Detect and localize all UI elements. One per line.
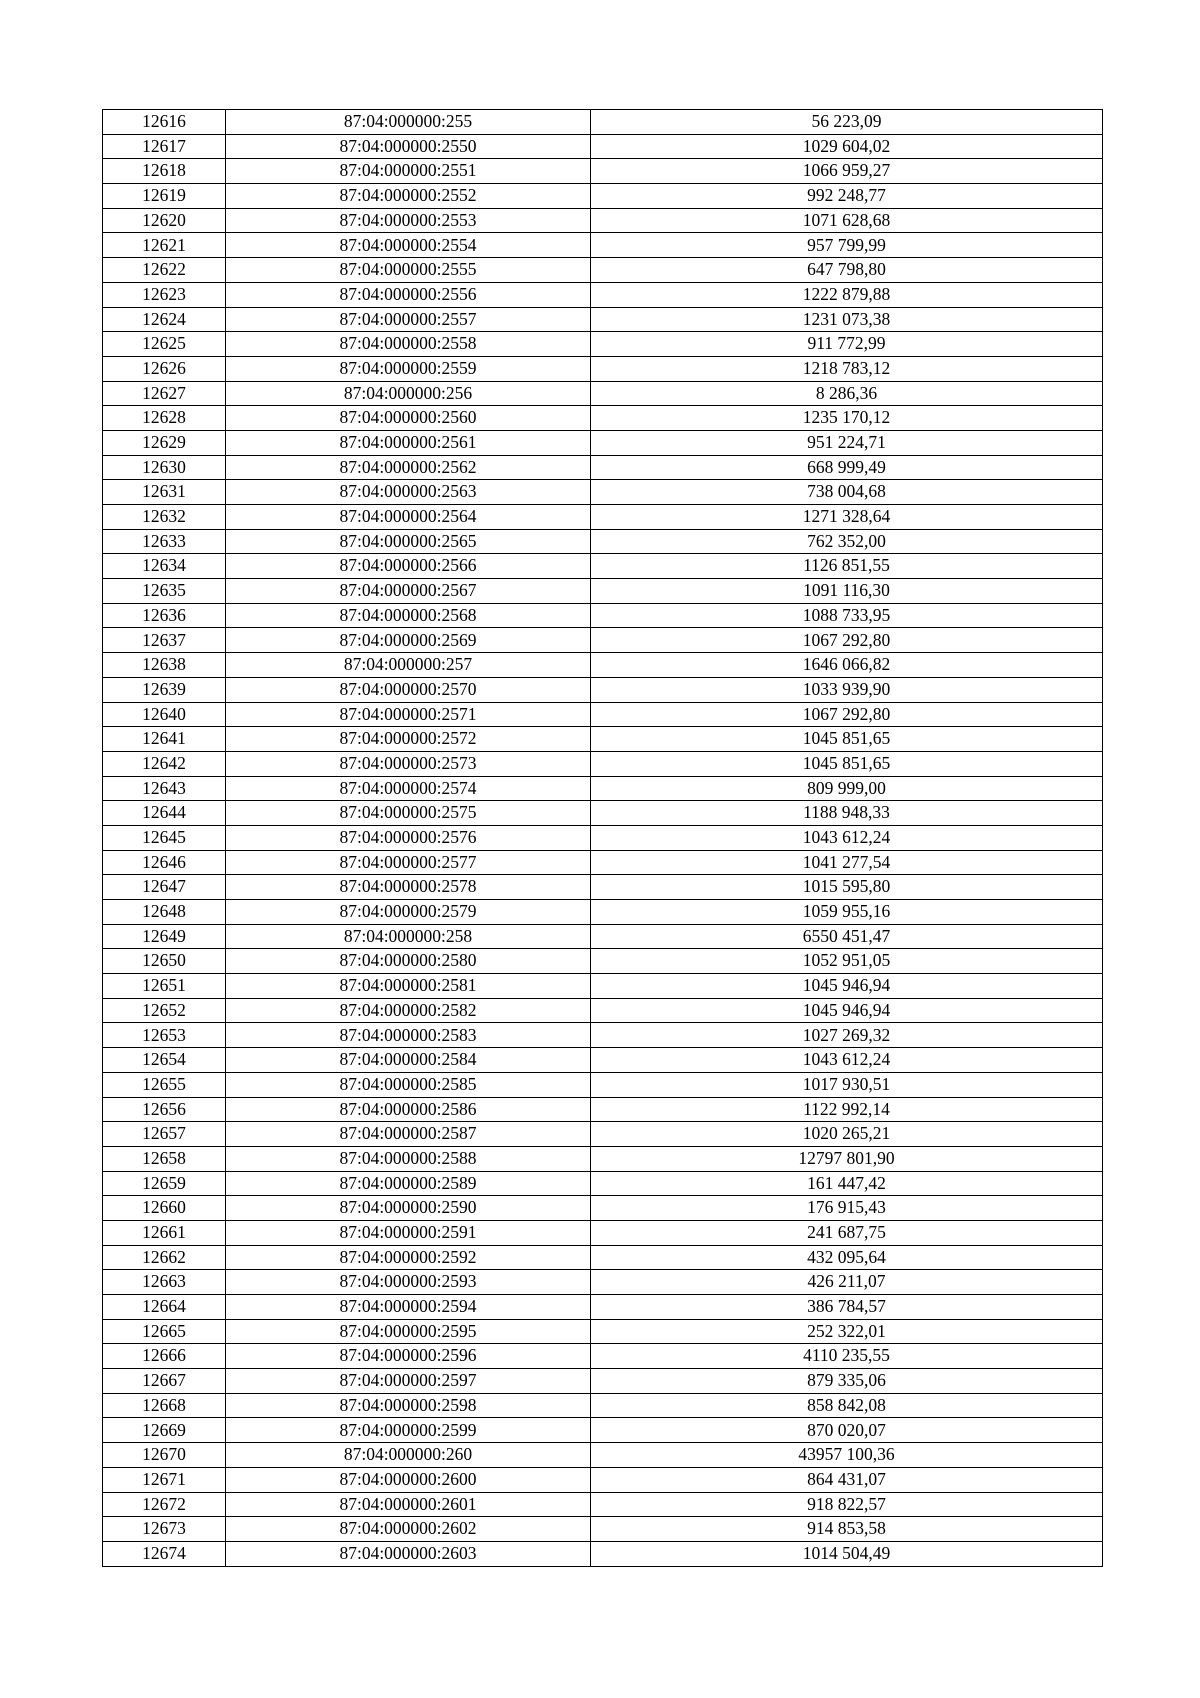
table-row <box>103 1344 1103 1369</box>
cadastral-number-cell: 87:04:000000:2598 <box>226 1393 591 1418</box>
cadastral-value-cell: 1067 292,80 <box>591 702 1103 727</box>
row-number-cell: 12664 <box>103 1295 226 1320</box>
cadastral-number-cell: 87:04:000000:2577 <box>226 850 591 875</box>
cadastral-number-cell: 87:04:000000:2554 <box>226 233 591 258</box>
cadastral-value-cell: 1014 504,49 <box>591 1541 1103 1566</box>
row-number-cell: 12643 <box>103 776 226 801</box>
cadastral-value-cell: 6550 451,47 <box>591 924 1103 949</box>
cadastral-value-cell: 1091 116,30 <box>591 579 1103 604</box>
row-number-cell: 12659 <box>103 1171 226 1196</box>
table-row <box>103 1443 1103 1468</box>
cadastral-value-cell: 879 335,06 <box>591 1369 1103 1394</box>
table-row <box>103 751 1103 776</box>
row-number-cell: 12627 <box>103 381 226 406</box>
row-number-cell: 12674 <box>103 1541 226 1566</box>
cadastral-number-cell: 87:04:000000:2585 <box>226 1072 591 1097</box>
row-number-cell: 12663 <box>103 1270 226 1295</box>
cadastral-value-cell: 762 352,00 <box>591 529 1103 554</box>
table-row <box>103 1467 1103 1492</box>
table-row <box>103 998 1103 1023</box>
row-number-cell: 12656 <box>103 1097 226 1122</box>
row-number-cell: 12617 <box>103 134 226 159</box>
cadastral-value-cell: 957 799,99 <box>591 233 1103 258</box>
cadastral-number-cell: 87:04:000000:2572 <box>226 727 591 752</box>
row-number-cell: 12626 <box>103 356 226 381</box>
table-row <box>103 653 1103 678</box>
row-number-cell: 12666 <box>103 1344 226 1369</box>
cadastral-value-cell: 1122 992,14 <box>591 1097 1103 1122</box>
cadastral-number-cell: 87:04:000000:2582 <box>226 998 591 1023</box>
cadastral-number-cell: 87:04:000000:2603 <box>226 1541 591 1566</box>
cadastral-value-cell: 432 095,64 <box>591 1245 1103 1270</box>
table-row <box>103 1541 1103 1566</box>
cadastral-number-cell: 87:04:000000:258 <box>226 924 591 949</box>
table-row <box>103 1023 1103 1048</box>
table-row <box>103 924 1103 949</box>
cadastral-number-cell: 87:04:000000:2586 <box>226 1097 591 1122</box>
cadastral-value-cell: 738 004,68 <box>591 480 1103 505</box>
table-row <box>103 1220 1103 1245</box>
cadastral-value-cell: 12797 801,90 <box>591 1146 1103 1171</box>
row-number-cell: 12652 <box>103 998 226 1023</box>
cadastral-number-cell: 87:04:000000:2581 <box>226 974 591 999</box>
cadastral-number-cell: 87:04:000000:2590 <box>226 1196 591 1221</box>
cadastral-number-cell: 87:04:000000:2573 <box>226 751 591 776</box>
table-row <box>103 1393 1103 1418</box>
table-row <box>103 579 1103 604</box>
cadastral-value-cell: 43957 100,36 <box>591 1443 1103 1468</box>
row-number-cell: 12660 <box>103 1196 226 1221</box>
cadastral-value-cell: 426 211,07 <box>591 1270 1103 1295</box>
table-row <box>103 1295 1103 1320</box>
cadastral-number-cell: 87:04:000000:2566 <box>226 554 591 579</box>
cadastral-value-cell: 1071 628,68 <box>591 208 1103 233</box>
cadastral-value-cell: 1015 595,80 <box>591 875 1103 900</box>
table-row <box>103 628 1103 653</box>
cadastral-value-cell: 1231 073,38 <box>591 307 1103 332</box>
cadastral-value-cell: 647 798,80 <box>591 258 1103 283</box>
cadastral-value-cell: 1045 851,65 <box>591 727 1103 752</box>
cadastral-value-cell: 56 223,09 <box>591 110 1103 135</box>
table-row <box>103 455 1103 480</box>
cadastral-value-cell: 1029 604,02 <box>591 134 1103 159</box>
table-row <box>103 1171 1103 1196</box>
cadastral-number-cell: 87:04:000000:2583 <box>226 1023 591 1048</box>
row-number-cell: 12651 <box>103 974 226 999</box>
table-row <box>103 677 1103 702</box>
cadastral-number-cell: 87:04:000000:2557 <box>226 307 591 332</box>
table-row <box>103 134 1103 159</box>
cadastral-number-cell: 87:04:000000:2558 <box>226 332 591 357</box>
table-row <box>103 258 1103 283</box>
cadastral-number-cell: 87:04:000000:2564 <box>226 505 591 530</box>
cadastral-number-cell: 87:04:000000:2568 <box>226 603 591 628</box>
row-number-cell: 12653 <box>103 1023 226 1048</box>
row-number-cell: 12665 <box>103 1319 226 1344</box>
table-row <box>103 1517 1103 1542</box>
row-number-cell: 12658 <box>103 1146 226 1171</box>
row-number-cell: 12635 <box>103 579 226 604</box>
table-row <box>103 603 1103 628</box>
cadastral-number-cell: 87:04:000000:2602 <box>226 1517 591 1542</box>
cadastral-number-cell: 87:04:000000:2601 <box>226 1492 591 1517</box>
table-row <box>103 974 1103 999</box>
table-row <box>103 505 1103 530</box>
row-number-cell: 12618 <box>103 159 226 184</box>
cadastral-value-cell: 911 772,99 <box>591 332 1103 357</box>
cadastral-number-cell: 87:04:000000:2579 <box>226 900 591 925</box>
table-row <box>103 307 1103 332</box>
row-number-cell: 12641 <box>103 727 226 752</box>
cadastral-value-cell: 1043 612,24 <box>591 825 1103 850</box>
row-number-cell: 12619 <box>103 184 226 209</box>
cadastral-value-cell: 1059 955,16 <box>591 900 1103 925</box>
cadastral-value-cell: 386 784,57 <box>591 1295 1103 1320</box>
table-row <box>103 529 1103 554</box>
table-row <box>103 875 1103 900</box>
table-row <box>103 727 1103 752</box>
row-number-cell: 12633 <box>103 529 226 554</box>
row-number-cell: 12662 <box>103 1245 226 1270</box>
cadastral-number-cell: 87:04:000000:2594 <box>226 1295 591 1320</box>
table-row <box>103 1097 1103 1122</box>
cadastral-number-cell: 87:04:000000:2550 <box>226 134 591 159</box>
cadastral-number-cell: 87:04:000000:2587 <box>226 1122 591 1147</box>
cadastral-value-cell: 1126 851,55 <box>591 554 1103 579</box>
row-number-cell: 12623 <box>103 282 226 307</box>
cadastral-value-cell: 1067 292,80 <box>591 628 1103 653</box>
row-number-cell: 12625 <box>103 332 226 357</box>
row-number-cell: 12668 <box>103 1393 226 1418</box>
row-number-cell: 12672 <box>103 1492 226 1517</box>
table-row <box>103 776 1103 801</box>
cadastral-number-cell: 87:04:000000:2596 <box>226 1344 591 1369</box>
row-number-cell: 12621 <box>103 233 226 258</box>
cadastral-number-cell: 87:04:000000:2591 <box>226 1220 591 1245</box>
table-body <box>103 110 1103 1567</box>
cadastral-number-cell: 87:04:000000:2559 <box>226 356 591 381</box>
cadastral-number-cell: 87:04:000000:257 <box>226 653 591 678</box>
cadastral-value-cell: 1218 783,12 <box>591 356 1103 381</box>
cadastral-number-cell: 87:04:000000:2592 <box>226 1245 591 1270</box>
cadastral-value-cell: 1235 170,12 <box>591 406 1103 431</box>
table-row <box>103 208 1103 233</box>
cadastral-value-cell: 1045 851,65 <box>591 751 1103 776</box>
table-row <box>103 356 1103 381</box>
table-row <box>103 159 1103 184</box>
cadastral-value-cell: 8 286,36 <box>591 381 1103 406</box>
table-row <box>103 184 1103 209</box>
table-row <box>103 332 1103 357</box>
cadastral-value-cell: 1188 948,33 <box>591 801 1103 826</box>
cadastral-value-cell: 1052 951,05 <box>591 949 1103 974</box>
row-number-cell: 12624 <box>103 307 226 332</box>
row-number-cell: 12657 <box>103 1122 226 1147</box>
cadastral-number-cell: 87:04:000000:2551 <box>226 159 591 184</box>
cadastral-value-cell: 870 020,07 <box>591 1418 1103 1443</box>
cadastral-number-cell: 87:04:000000:2574 <box>226 776 591 801</box>
cadastral-value-cell: 951 224,71 <box>591 430 1103 455</box>
cadastral-number-cell: 87:04:000000:2575 <box>226 801 591 826</box>
cadastral-value-cell: 1088 733,95 <box>591 603 1103 628</box>
cadastral-value-cell: 668 999,49 <box>591 455 1103 480</box>
cadastral-number-cell: 87:04:000000:2553 <box>226 208 591 233</box>
cadastral-number-cell: 87:04:000000:2580 <box>226 949 591 974</box>
cadastral-value-table <box>102 109 1103 1567</box>
row-number-cell: 12669 <box>103 1418 226 1443</box>
row-number-cell: 12632 <box>103 505 226 530</box>
cadastral-value-cell: 1020 265,21 <box>591 1122 1103 1147</box>
cadastral-value-cell: 858 842,08 <box>591 1393 1103 1418</box>
table-row <box>103 1270 1103 1295</box>
cadastral-value-cell: 1045 946,94 <box>591 998 1103 1023</box>
row-number-cell: 12638 <box>103 653 226 678</box>
table-row <box>103 1122 1103 1147</box>
cadastral-value-cell: 4110 235,55 <box>591 1344 1103 1369</box>
row-number-cell: 12634 <box>103 554 226 579</box>
row-number-cell: 12629 <box>103 430 226 455</box>
table-row <box>103 900 1103 925</box>
cadastral-number-cell: 87:04:000000:2552 <box>226 184 591 209</box>
row-number-cell: 12649 <box>103 924 226 949</box>
table-row <box>103 480 1103 505</box>
row-number-cell: 12616 <box>103 110 226 135</box>
cadastral-value-cell: 1271 328,64 <box>591 505 1103 530</box>
cadastral-number-cell: 87:04:000000:256 <box>226 381 591 406</box>
cadastral-value-cell: 1222 879,88 <box>591 282 1103 307</box>
cadastral-value-cell: 864 431,07 <box>591 1467 1103 1492</box>
table-row <box>103 850 1103 875</box>
table-row <box>103 381 1103 406</box>
cadastral-value-cell: 241 687,75 <box>591 1220 1103 1245</box>
cadastral-value-cell: 1027 269,32 <box>591 1023 1103 1048</box>
row-number-cell: 12640 <box>103 702 226 727</box>
row-number-cell: 12661 <box>103 1220 226 1245</box>
table-row <box>103 1319 1103 1344</box>
cadastral-number-cell: 87:04:000000:2563 <box>226 480 591 505</box>
table-row <box>103 1369 1103 1394</box>
cadastral-number-cell: 87:04:000000:2562 <box>226 455 591 480</box>
table-row <box>103 702 1103 727</box>
cadastral-value-cell: 914 853,58 <box>591 1517 1103 1542</box>
table-row <box>103 825 1103 850</box>
row-number-cell: 12642 <box>103 751 226 776</box>
cadastral-number-cell: 87:04:000000:2569 <box>226 628 591 653</box>
row-number-cell: 12620 <box>103 208 226 233</box>
cadastral-number-cell: 87:04:000000:2597 <box>226 1369 591 1394</box>
row-number-cell: 12671 <box>103 1467 226 1492</box>
table-row <box>103 1048 1103 1073</box>
row-number-cell: 12650 <box>103 949 226 974</box>
cadastral-number-cell: 87:04:000000:2571 <box>226 702 591 727</box>
cadastral-number-cell: 87:04:000000:2570 <box>226 677 591 702</box>
cadastral-value-cell: 809 999,00 <box>591 776 1103 801</box>
row-number-cell: 12645 <box>103 825 226 850</box>
row-number-cell: 12636 <box>103 603 226 628</box>
row-number-cell: 12630 <box>103 455 226 480</box>
table-row <box>103 1492 1103 1517</box>
row-number-cell: 12670 <box>103 1443 226 1468</box>
table-row <box>103 1418 1103 1443</box>
row-number-cell: 12644 <box>103 801 226 826</box>
cadastral-value-cell: 1066 959,27 <box>591 159 1103 184</box>
row-number-cell: 12639 <box>103 677 226 702</box>
table-row <box>103 1146 1103 1171</box>
cadastral-number-cell: 87:04:000000:2561 <box>226 430 591 455</box>
row-number-cell: 12667 <box>103 1369 226 1394</box>
table-row <box>103 233 1103 258</box>
cadastral-value-cell: 992 248,77 <box>591 184 1103 209</box>
cadastral-value-cell: 1646 066,82 <box>591 653 1103 678</box>
table-row <box>103 1072 1103 1097</box>
cadastral-value-cell: 176 915,43 <box>591 1196 1103 1221</box>
row-number-cell: 12654 <box>103 1048 226 1073</box>
cadastral-value-cell: 918 822,57 <box>591 1492 1103 1517</box>
row-number-cell: 12631 <box>103 480 226 505</box>
cadastral-number-cell: 87:04:000000:2595 <box>226 1319 591 1344</box>
cadastral-number-cell: 87:04:000000:2555 <box>226 258 591 283</box>
row-number-cell: 12646 <box>103 850 226 875</box>
cadastral-value-cell: 252 322,01 <box>591 1319 1103 1344</box>
row-number-cell: 12637 <box>103 628 226 653</box>
table-row <box>103 406 1103 431</box>
cadastral-value-cell: 1033 939,90 <box>591 677 1103 702</box>
cadastral-number-cell: 87:04:000000:2556 <box>226 282 591 307</box>
cadastral-value-cell: 1045 946,94 <box>591 974 1103 999</box>
table-row <box>103 430 1103 455</box>
cadastral-number-cell: 87:04:000000:2593 <box>226 1270 591 1295</box>
cadastral-number-cell: 87:04:000000:2576 <box>226 825 591 850</box>
cadastral-value-cell: 161 447,42 <box>591 1171 1103 1196</box>
table-row <box>103 949 1103 974</box>
row-number-cell: 12648 <box>103 900 226 925</box>
cadastral-number-cell: 87:04:000000:260 <box>226 1443 591 1468</box>
cadastral-value-cell: 1017 930,51 <box>591 1072 1103 1097</box>
cadastral-value-cell: 1041 277,54 <box>591 850 1103 875</box>
cadastral-value-cell: 1043 612,24 <box>591 1048 1103 1073</box>
cadastral-number-cell: 87:04:000000:255 <box>226 110 591 135</box>
table-row <box>103 110 1103 135</box>
cadastral-number-cell: 87:04:000000:2560 <box>226 406 591 431</box>
table-row <box>103 282 1103 307</box>
table-row <box>103 1196 1103 1221</box>
row-number-cell: 12655 <box>103 1072 226 1097</box>
row-number-cell: 12622 <box>103 258 226 283</box>
row-number-cell: 12628 <box>103 406 226 431</box>
cadastral-number-cell: 87:04:000000:2578 <box>226 875 591 900</box>
table-row <box>103 801 1103 826</box>
row-number-cell: 12647 <box>103 875 226 900</box>
cadastral-number-cell: 87:04:000000:2567 <box>226 579 591 604</box>
table-row <box>103 1245 1103 1270</box>
cadastral-number-cell: 87:04:000000:2599 <box>226 1418 591 1443</box>
cadastral-number-cell: 87:04:000000:2584 <box>226 1048 591 1073</box>
cadastral-number-cell: 87:04:000000:2588 <box>226 1146 591 1171</box>
cadastral-number-cell: 87:04:000000:2600 <box>226 1467 591 1492</box>
cadastral-number-cell: 87:04:000000:2565 <box>226 529 591 554</box>
row-number-cell: 12673 <box>103 1517 226 1542</box>
table-row <box>103 554 1103 579</box>
cadastral-number-cell: 87:04:000000:2589 <box>226 1171 591 1196</box>
